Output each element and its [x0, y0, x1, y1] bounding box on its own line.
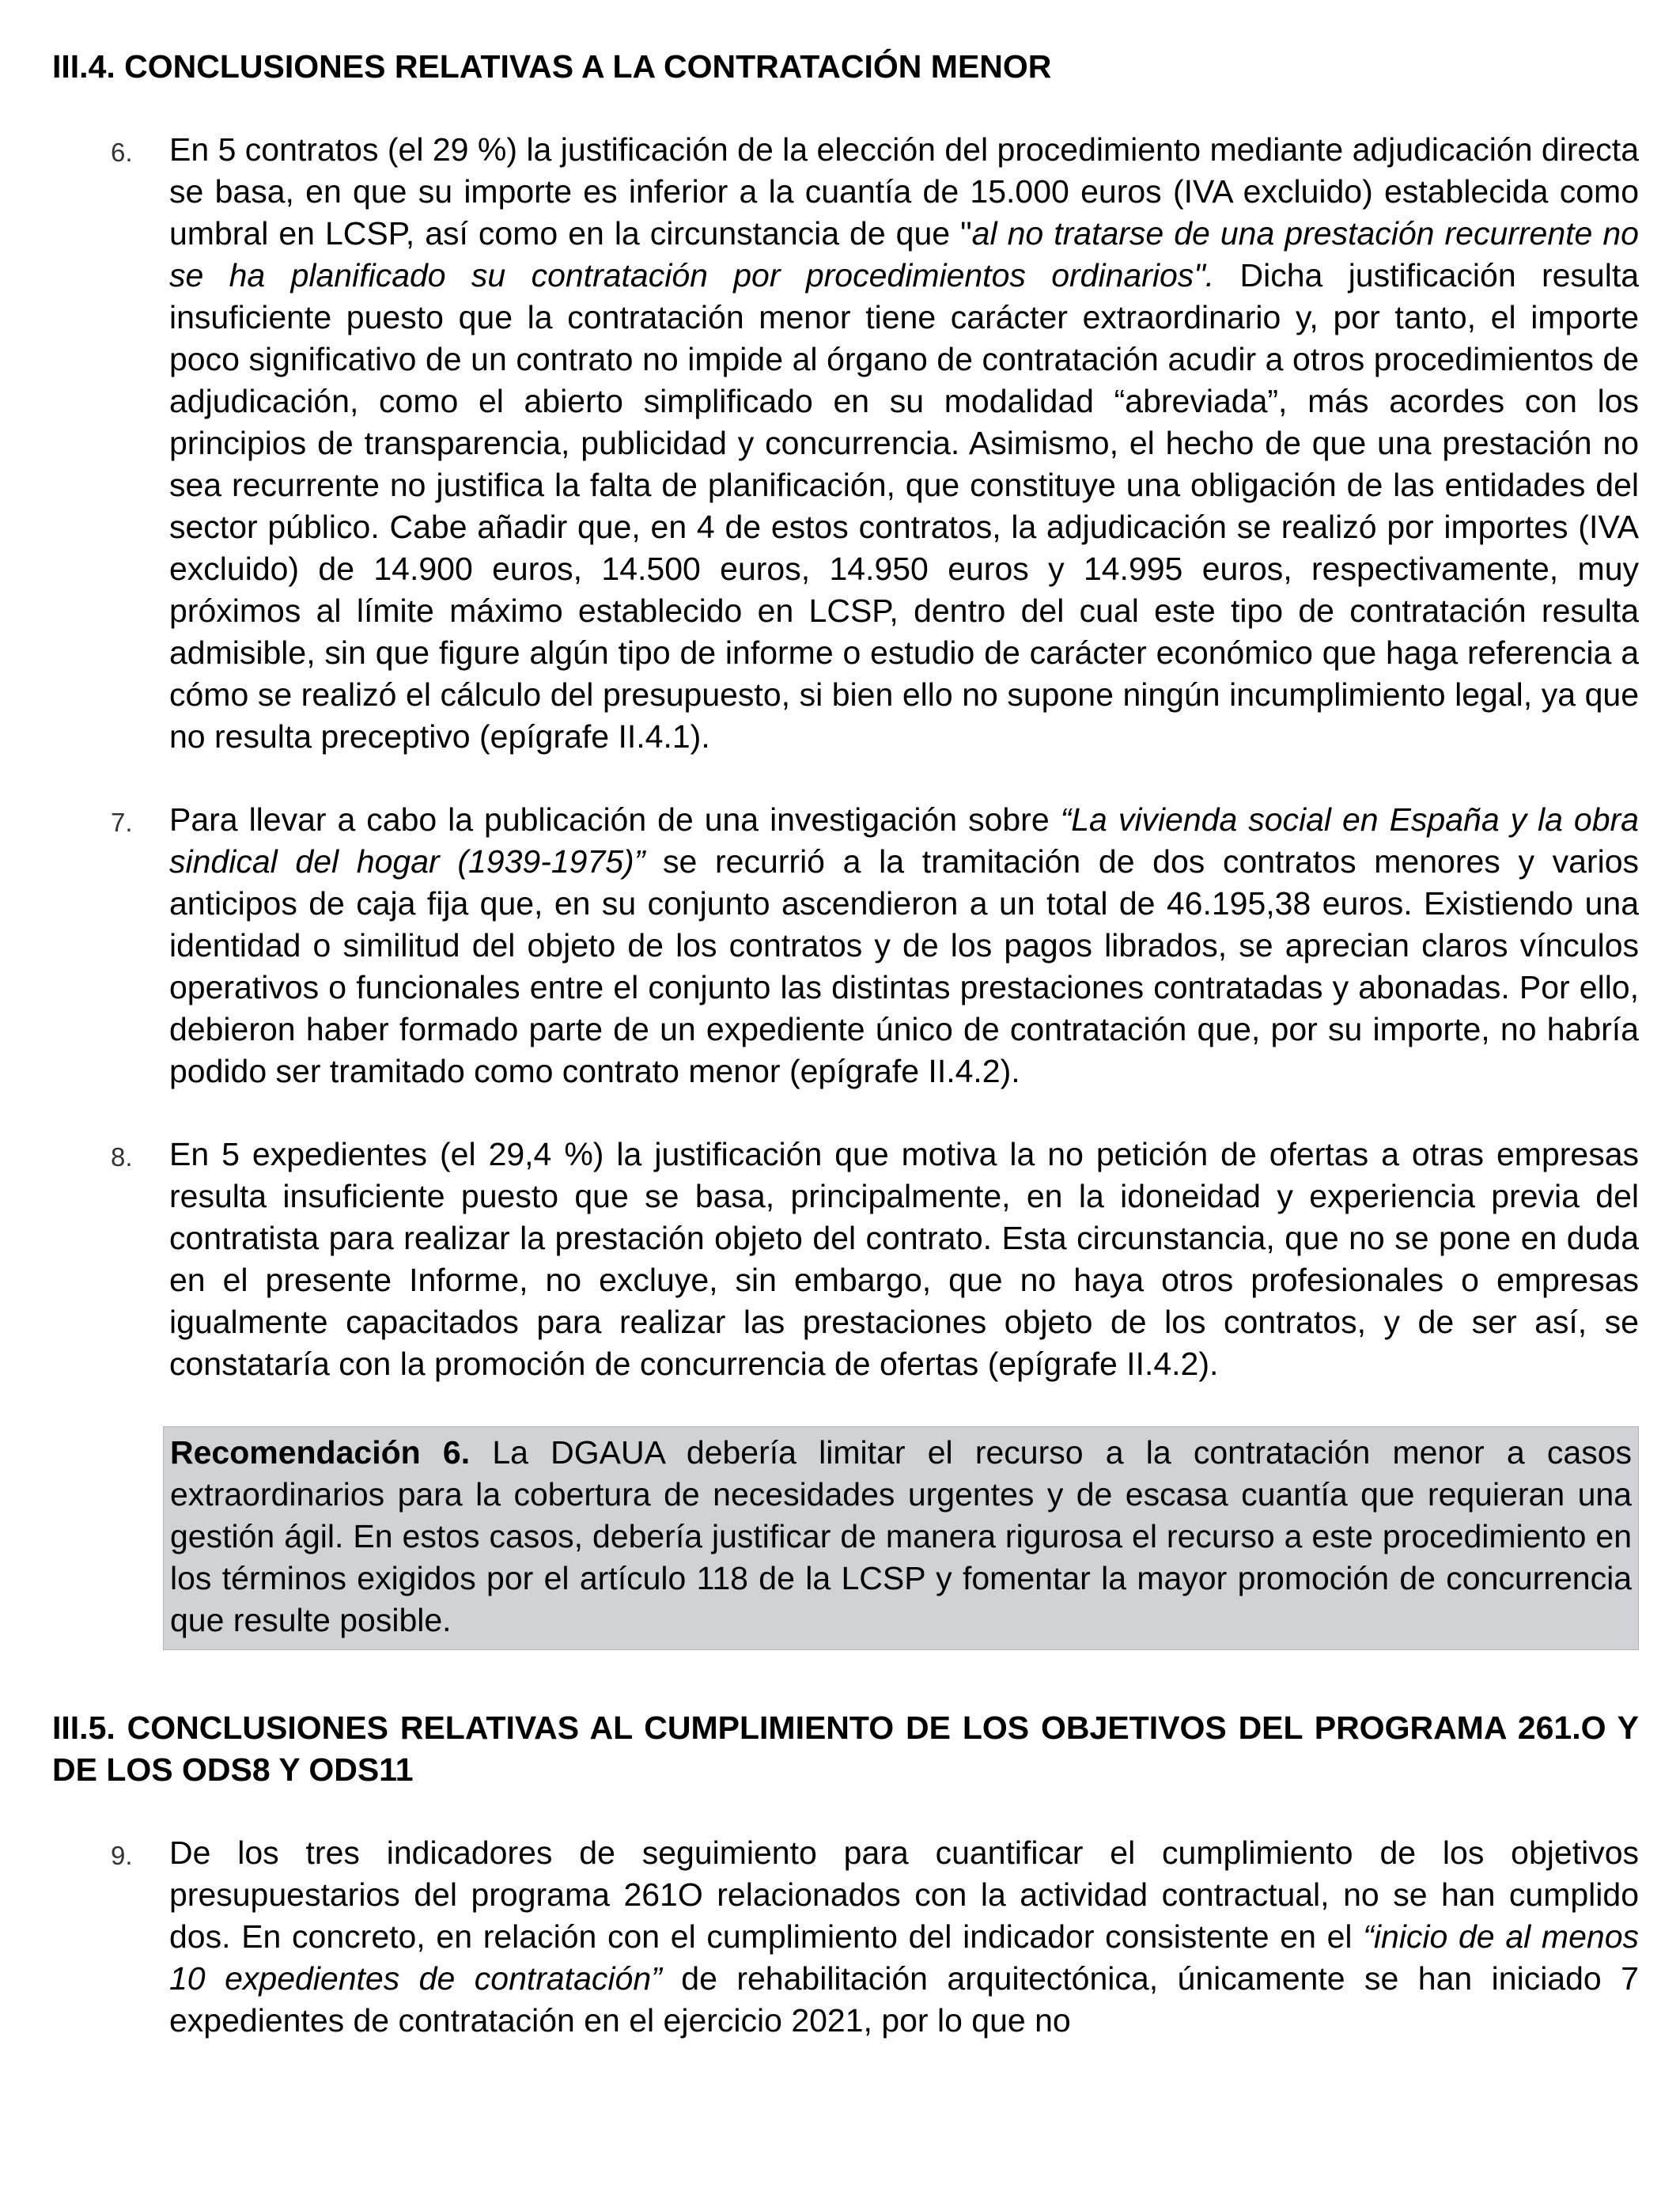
item-number: 6.	[111, 138, 133, 167]
recommendation-label: Recomendación 6.	[170, 1434, 471, 1471]
item-number: 9.	[111, 1841, 133, 1870]
section-heading-iii4: III.4. CONCLUSIONES RELATIVAS A LA CONTRATACIÓN MENOR	[52, 48, 1052, 85]
item-text: En 5 contratos (el 29 %) la justificación de la elección del procedimiento mediante adjudicación directa se basa, en que su importe es inferior a la cuantía de 15.000 euros (IVA excluido) establecida como umbral en LCSP, así como en la circunstancia de que "al no tratarse de una prestación recurrente no se ha planificado su contratación por procedimientos ordinarios". Dicha justificación resulta insuficiente puesto que la contratación menor tiene carácter extraordinario y, por tanto, el importe poco significativo de un contrato no impide al órgano de contratación acudir a otros procedimientos de adjudicación, como el abierto simplificado en su modalidad “abreviada”, más acordes con los principios de transparencia, publicidad y concurrencia. Asimismo, el hecho de que una prestación no sea recurrente no justifica la falta de planificación, que constituye una obligación de las entidades del sector público. Cabe añadir que, en 4 de estos contratos, la adjudicación se realizó por importes (IVA excluido) de 14.900 euros, 14.500 euros, 14.950 euros y 14.995 euros, respectivamente, muy próximos al límite máximo establecido en LCSP, dentro del cual este tipo de contratación resulta admisible, sin que figure algún tipo de informe o estudio de carácter económico que haga referencia a cómo se realizó el cálculo del presupuesto, si bien ello no supone ningún incumplimiento legal, ya que no resulta preceptivo (epígrafe II.4.1).	[169, 131, 1640, 755]
item-text: En 5 expedientes (el 29,4 %) la justificación que motiva la no petición de ofertas a otras empresas resulta insuficiente puesto que se basa, principalmente, en la idoneidad y experiencia previa del contratista para realizar la prestación objeto del contrato. Esta circunstancia, que no se pone en duda en el presente Informe, no excluye, sin embargo, que no haya otros profesionales o empresas igualmente capacitados para realizar las prestaciones objeto de los contratos, y de ser así, se constataría con la promoción de concurrencia de ofertas (epígrafe II.4.2).	[169, 1136, 1639, 1382]
item-text: Para llevar a cabo la publicación de una investigación sobre “La vivienda social en España y la obra sindical del hogar (1939-1975)” se recurrió a la tramitación de dos contratos menores y varios anticipos de caja fija que, en su conjunto ascendieron a un total de 46.195,38 euros. Existiendo una identidad o similitud del objeto de los contratos y de los pagos librados, se aprecian claros vínculos operativos o funcionales entre el conjunto las distintas prestaciones contratadas y abonadas. Por ello, debieron haber formado parte de un expediente único de contratación que, por su importe, no habría podido ser tramitado como contrato menor (epígrafe II.4.2).	[169, 801, 1639, 1089]
item-text: De los tres indicadores de seguimiento para cuantificar el cumplimiento de los objetivos presupuestarios del programa 261O relacionados con la actividad contractual, no se han cumplido dos. En concreto, en relación con el cumplimiento del indicador consistente en el “inicio de al menos 10 expedientes de contratación” de rehabilitación arquitectónica, únicamente se han iniciado 7 expedientes de contratación en el ejercicio 2021, por lo que no	[169, 1834, 1639, 2039]
document-page	[52, 46, 1639, 2042]
section-heading-iii5: III.5. CONCLUSIONES RELATIVAS AL CUMPLIMIENTO DE LOS OBJETIVOS DEL PROGRAMA 261.O Y DE LOS ODS8 Y ODS11	[52, 1709, 1639, 1788]
conclusion-item-6	[52, 129, 1639, 758]
recommendation-text: Recomendación 6. La DGAUA debería limitar el recurso a la contratación menor a casos extraordinarios para la cobertura de necesidades urgentes y de escasa cuantía que requieran una gestión ágil. En estos casos, debería justificar de manera rigurosa el recurso a este procedimiento en los términos exigidos por el artículo 118 de la LCSP y fomentar la mayor promoción de concurrencia que resulte posible.	[170, 1434, 1632, 1638]
conclusion-item-9	[52, 1832, 1639, 2042]
item-number: 8.	[111, 1142, 133, 1172]
item-number: 7.	[111, 808, 133, 837]
recommendation-box	[163, 1426, 1639, 1650]
conclusion-item-8	[52, 1134, 1639, 1385]
conclusion-item-7	[52, 799, 1639, 1092]
